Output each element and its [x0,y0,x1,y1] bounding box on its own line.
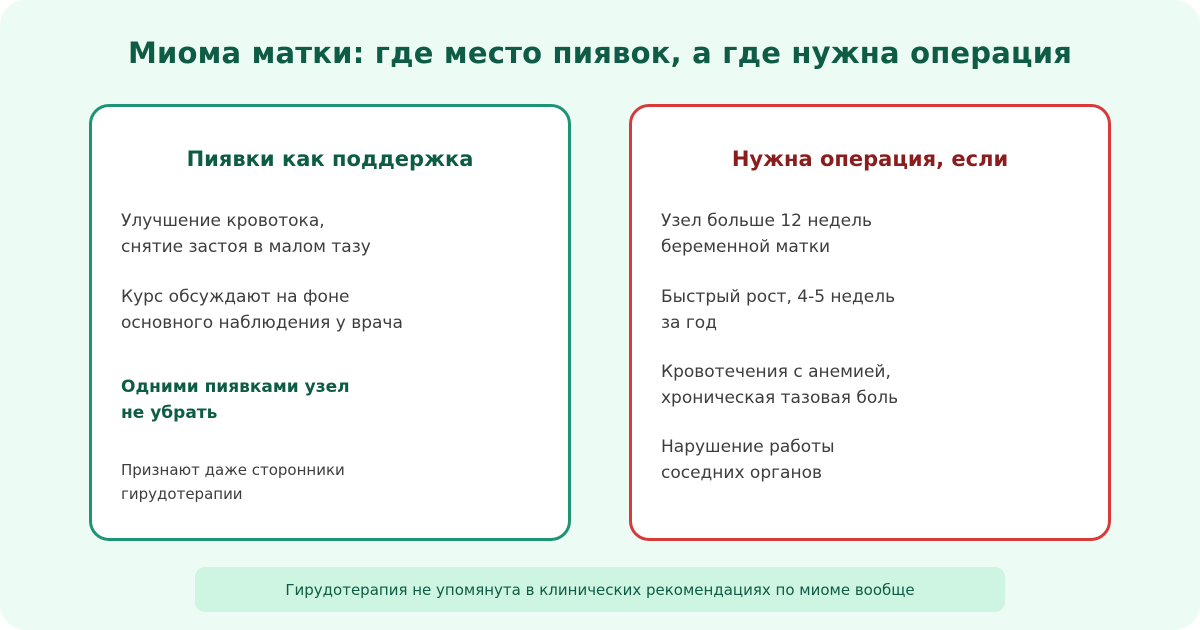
item-line: за год [661,313,717,333]
surgery-card-title: Нужна операция, если [731,147,1009,171]
list-item [661,434,835,486]
list-item [661,359,898,411]
item-line: Узел больше 12 недель [661,211,873,231]
emphasis-item [121,374,350,426]
list-item [121,284,403,336]
item-line: Кровотечения с анемией, [661,362,891,382]
item-line: Улучшение кровотока, [121,211,325,231]
list-item [661,208,872,260]
list-item [661,284,895,336]
item-line: хроническая тазовая боль [661,388,899,408]
item-line: не убрать [121,403,218,423]
leeches-support-card [89,104,571,541]
item-line: соседних органов [661,463,823,483]
item-line: гирудотерапии [121,485,243,503]
item-line: беременной матки [661,237,831,257]
list-item [121,208,371,260]
footer-note: Гирудотерапия не упомянута в клинических рекомендациях по миоме вообще [195,567,1005,612]
item-line: основного наблюдения у врача [121,313,403,333]
note-item [121,458,345,506]
item-line: Нарушение работы [661,437,835,457]
item-line: снятие застоя в малом тазу [121,237,371,257]
item-line: Одними пиявками узел [121,377,350,397]
surgery-needed-card [629,104,1111,541]
leeches-card-title: Пиявки как поддержка [186,147,474,171]
item-line: Признают даже сторонники [121,461,345,479]
item-line: Курс обсуждают на фоне [121,287,350,307]
page-title: Миома матки: где место пиявок, а где нужна операция [127,36,1073,70]
item-line: Быстрый рост, 4-5 недель [661,287,896,307]
